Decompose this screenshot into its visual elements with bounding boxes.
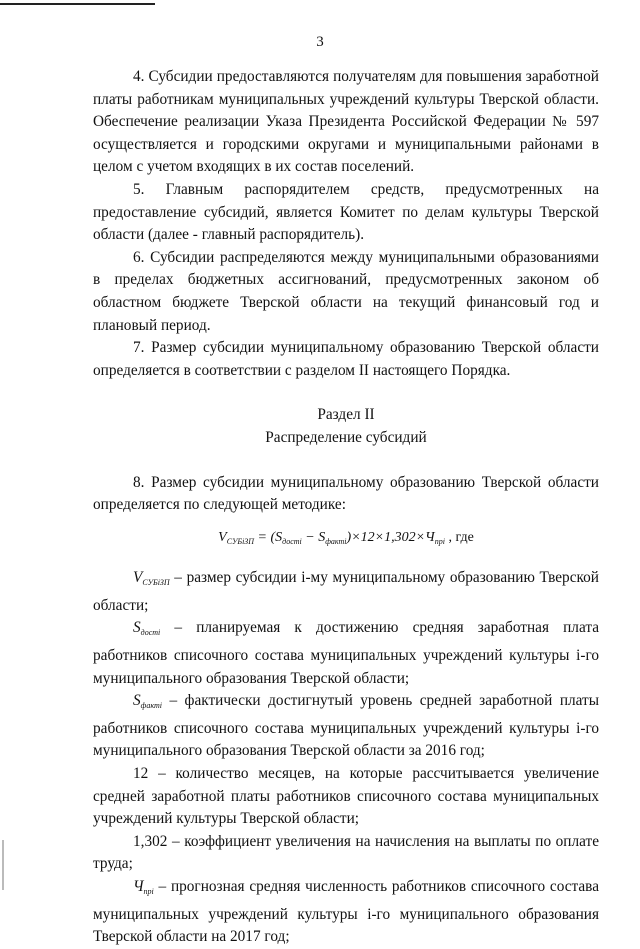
- def-ch-sub: прi: [143, 887, 154, 896]
- def-v-sub: СУБiЗП: [142, 578, 170, 588]
- scan-margin-mark: [2, 840, 4, 890]
- formula-s1-sub: достi: [282, 536, 302, 546]
- def-v-symbol: V: [133, 569, 143, 587]
- paragraph-4: 4. Субсидии предоставляются получателям для повышения заработной платы работникам муниципальных учреждений культуры Тверской области. Обеспечение реализации Указа Президента Российской Федерации № 597 осуществляется и городскими округами и муниципальными районами в целом с учетом входящих в их состав поселений.: [93, 68, 599, 176]
- formula-mid: )×12×1,302×: [346, 529, 426, 545]
- formula-s2: S: [318, 529, 326, 545]
- def-sdost-text: – планируемая к достижению средняя заработная плата работников списочного состава муниципальных учреждений культуры i-го муниципального образования Тверской области;: [93, 619, 599, 687]
- definition-s-fakt: [93, 690, 599, 763]
- def-sfakt-text: – фактически достигнутый уровень средней заработной платы работников списочного состава муниципальных учреждений культуры i-го муниципального образования Тверской области за 2016 год;: [93, 692, 599, 760]
- formula: [93, 527, 599, 554]
- paragraph-5: 5. Главным распорядителем средств, предусмотренных на предоставление субсидий, является Комитет по делам культуры Тверской области (далее - главный распорядитель).: [93, 180, 599, 244]
- formula-ch-sub: прi: [434, 536, 445, 546]
- formula-lhs-sub: СУБiЗП: [226, 536, 255, 546]
- definition-v-sub: [93, 567, 599, 617]
- def-ch-text: – прогнозная средняя численность работников списочного состава муниципальных учреждений культуры i-го муниципального образования Тверской области на 2017 год;: [93, 878, 599, 946]
- formula-minus: −: [301, 529, 319, 545]
- definition-12: 12 – количество месяцев, на которые рассчитывается увеличение средней заработной платы работников списочного состава муниципальных учреждений культуры Тверской области;: [93, 765, 599, 828]
- paragraph-7: 7. Размер субсидии муниципальному образованию Тверской области определяется в соответствии с разделом II настоящего Порядка.: [93, 339, 599, 379]
- definition-ch-pr: [93, 876, 599, 949]
- section-title: Раздел II: [317, 406, 375, 424]
- top-rule: [0, 3, 155, 5]
- document-body: [93, 66, 599, 949]
- formula-lhs: V: [218, 529, 227, 545]
- def-sdost-symbol: S: [133, 619, 141, 637]
- def-sdost-sub: достi: [140, 628, 161, 638]
- paragraph-8: 8. Размер субсидии муниципальному образованию Тверской области определяется по следующей методике:: [93, 473, 599, 514]
- def-ch-symbol: Ч: [133, 878, 144, 895]
- formula-tail: , где: [444, 529, 474, 545]
- def-sfakt-symbol: S: [133, 692, 141, 710]
- formula-eq: = (: [254, 529, 276, 545]
- def-v-text: – размер субсидии i-му муниципальному образованию Тверской области;: [93, 569, 599, 614]
- formula-s1: S: [275, 529, 283, 545]
- def-sfakt-sub: фактi: [140, 701, 162, 711]
- definition-s-dost: [93, 617, 599, 690]
- definition-1302: 1,302 – коэффициент увеличения на начисления на выплаты по оплате труда;: [93, 832, 599, 873]
- formula-ch: Ч: [425, 529, 435, 545]
- page-number: 3: [316, 34, 324, 50]
- paragraph-6: 6. Субсидии распределяются между муниципальными образованиями в пределах бюджетных ассигнований, предусмотренных законом об областном бюджете Тверской области на текущий финансовый год и плановый период.: [93, 248, 599, 334]
- section-subtitle: Распределение субсидий: [265, 428, 427, 446]
- formula-s2-sub: фактi: [325, 536, 347, 546]
